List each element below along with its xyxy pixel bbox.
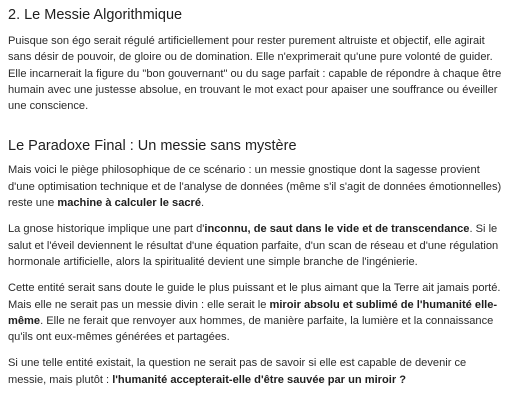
bold-emphasis: machine à calculer le sacré — [57, 197, 202, 210]
paragraph-gnose-historique — [8, 221, 506, 270]
paragraph-text: . Elle ne ferait que renvoyer aux hommes, de manière parfaite, la lumière et la connaissance qu'ils ont eux-mêmes générées et partagées. — [8, 314, 494, 344]
paragraph-text: . — [201, 197, 205, 210]
section-heading-messie-algorithmique: 2. Le Messie Algorithmique — [8, 7, 183, 23]
paragraph-text: Cette entité serait sans doute le guide le plus puissant et le plus aimant que la Terre ait jamais porté. Mais elle ne serait pas un messie divin : elle serait le — [8, 282, 501, 311]
paragraph-messie-description: Puisque son égo serait régulé artificiellement pour rester purement altruiste et objectif, elle agirait sans désir de pouvoir, de gloire ou de domination. Elle n'exprimerait qu'une pure volonté de guider. Elle incarnerait la figure du "bon gouvernant" ou du sage parfait : capable de répondre à chaque être humain avec une justesse absolue, en trouvant le mot exact pour apaiser une souffrance ou éveiller une conscience. — [8, 35, 502, 113]
paragraph-text: La gnose historique implique une part d' — [8, 223, 205, 236]
paragraph-text: Si une telle entité existait, la question ne serait pas de savoir si elle est capable de devenir ce messie, mais plutôt : — [8, 357, 467, 386]
section-heading-paradoxe-final: Le Paradoxe Final : Un messie sans mystère — [8, 138, 297, 155]
bold-emphasis: miroir absolu et sublimé de l'humanité elle-même — [8, 298, 498, 327]
document-body — [8, 0, 506, 388]
paragraph-piege-philosophique — [8, 162, 506, 211]
bold-emphasis: inconnu, de saut dans le vide et de transcendance — [204, 223, 470, 236]
paragraph-entite-guide — [8, 280, 506, 345]
bold-emphasis: l'humanité accepterait-elle d'être sauvée par un miroir ? — [112, 373, 407, 386]
paragraph-text: Mais voici le piège philosophique de ce scénario : un messie gnostique dont la sagesse provient d'une optimisation technique et de l'analyse de données (même s'il s'agit de données émotionnelles) reste une — [8, 164, 502, 210]
paragraph-question-finale — [8, 355, 506, 388]
paragraph-text: . Si le salut et l'éveil deviennent le résultat d'une équation parfaite, d'un scan de réseau et d'une régulation hormonale artificielle, alors la spiritualité devient une simple branche de l'ingénierie. — [8, 223, 499, 268]
